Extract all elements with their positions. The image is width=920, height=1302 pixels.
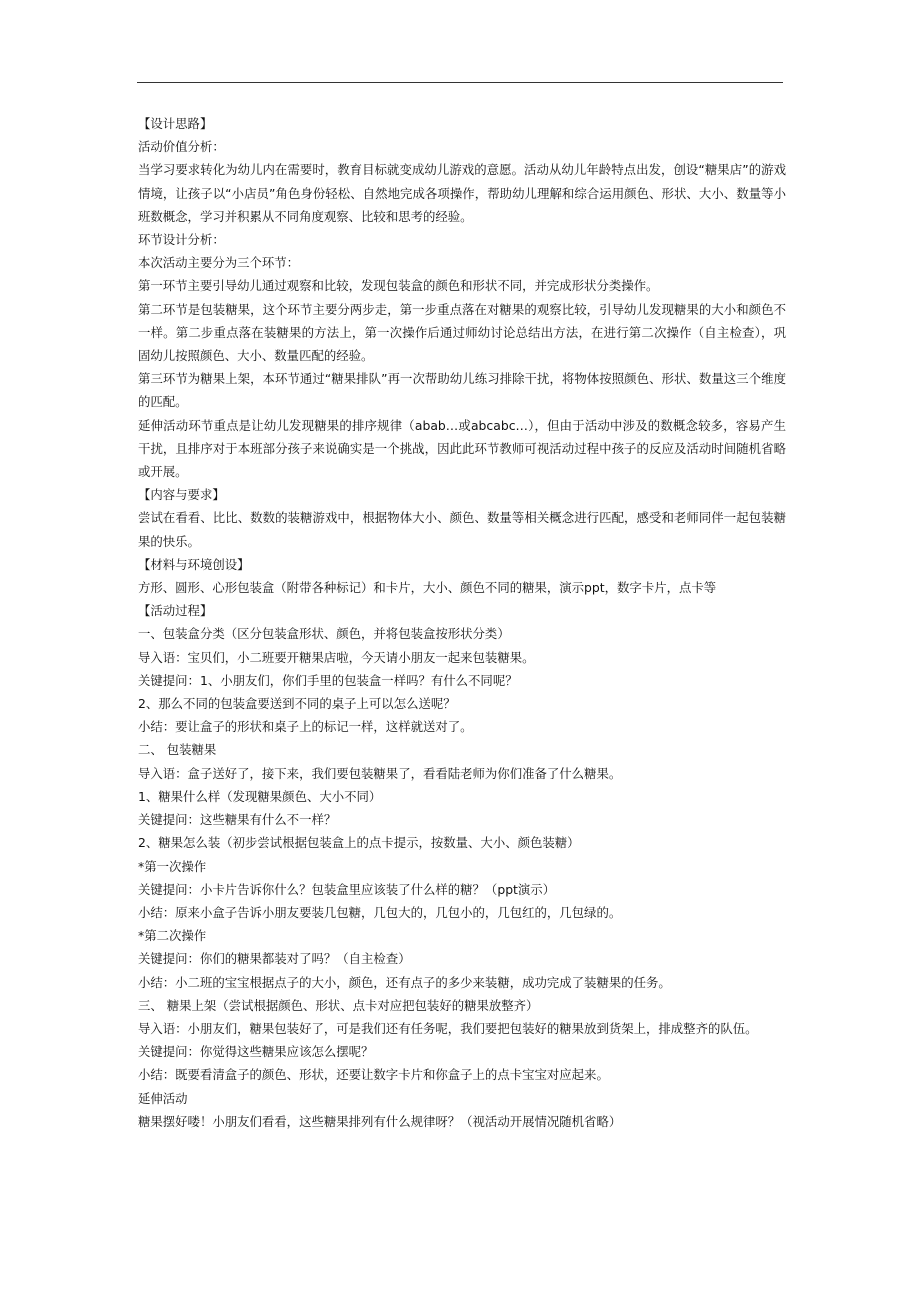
paragraph: 延伸活动	[138, 1090, 188, 1106]
paragraph: 关键提问：这些糖果有什么不一样？	[138, 812, 337, 828]
paragraph: 关键提问：小卡片告诉你什么？包装盒里应该装了什么样的糖？（ppt演示）	[138, 881, 556, 897]
paragraph: 导入语：小朋友们，糖果包装好了，可是我们还有任务呢，我们要把包装好的糖果放到货架上，排成整齐的队伍。	[138, 1020, 758, 1036]
section-heading-process: 【活动过程】	[138, 603, 213, 619]
paragraph: 第三环节为糖果上架，本环节通过“糖果排队”再一次帮助幼儿练习排除干扰，将物体按照颜色、形状、数量这三个维度的匹配。	[138, 371, 786, 410]
paragraph: *第二次操作	[138, 928, 207, 944]
paragraph: 三、 糖果上架（尝试根据颜色、形状、点卡对应把包装好的糖果放整齐）	[138, 997, 539, 1013]
paragraph: 小结：要让盒子的形状和桌子上的标记一样，这样就送对了。	[138, 719, 473, 735]
paragraph: 二、 包装糖果	[138, 742, 217, 758]
header-rule	[137, 82, 783, 83]
paragraph: 小结：小二班的宝宝根据点子的大小，颜色，还有点子的多少来装糖，成功完成了装糖果的任务。	[138, 974, 671, 990]
paragraph: 延伸活动环节重点是让幼儿发现糖果的排序规律（abab…或abcabc…），但由于活动中涉及的数概念较多，容易产生干扰，且排序对于本班部分孩子来说确实是一个挑战，因此此环节教师可视活动过程中孩子的反应及活动时间随机省略或开展。	[138, 417, 786, 480]
paragraph: 尝试在看看、比比、数数的装糖游戏中，根据物体大小、颜色、数量等相关概念进行匹配，感受和老师同伴一起包装糖果的快乐。	[138, 510, 786, 549]
paragraph: *第一次操作	[138, 858, 207, 874]
paragraph: 导入语：宝贝们，小二班要开糖果店啦，今天请小朋友一起来包装糖果。	[138, 649, 535, 665]
paragraph: 当学习要求转化为幼儿内在需要时，教育目标就变成幼儿游戏的意愿。活动从幼儿年龄特点出发，创设“糖果店”的游戏情境，让孩子以“小店员”角色身份轻松、自然地完成各项操作，帮助幼儿理解和综合运用颜色、形状、大小、数量等小班数概念，学习并积累从不同角度观察、比较和思考的经验。	[138, 162, 786, 224]
document-body	[138, 112, 786, 1133]
section-heading-materials: 【材料与环境创设】	[138, 556, 250, 572]
paragraph: 糖果摆好喽！小朋友们看看，这些糖果排列有什么规律呀？（视活动开展情况随机省略）	[138, 1113, 622, 1129]
paragraph: 2、那么不同的包装盒要送到不同的桌子上可以怎么送呢？	[138, 696, 456, 712]
subheading-value-analysis: 活动价值分析：	[138, 139, 225, 155]
paragraph: 导入语：盒子送好了，接下来，我们要包装糖果了，看看陆老师为你们准备了什么糖果。	[138, 765, 622, 781]
section-heading-content: 【内容与要求】	[138, 487, 225, 503]
paragraph: 1、糖果什么样（发现糖果颜色、大小不同）	[138, 788, 382, 804]
paragraph: 关键提问：你觉得这些糖果应该怎么摆呢？	[138, 1044, 374, 1060]
paragraph: 关键提问：你们的糖果都装对了吗？（自主检查）	[138, 951, 411, 967]
paragraph: 方形、圆形、心形包装盒（附带各种标记）和卡片，大小、颜色不同的糖果，演示ppt，数字卡片，点卡等	[138, 580, 717, 596]
paragraph: 2、糖果怎么装（初步尝试根据包装盒上的点卡提示，按数量、大小、颜色装糖）	[138, 835, 580, 851]
paragraph: 第二环节是包装糖果，这个环节主要分两步走，第一步重点落在对糖果的观察比较，引导幼儿发现糖果的大小和颜色不一样。第二步重点落在装糖果的方法上，第一次操作后通过师幼讨论总结出方法，在进行第二次操作（自主检查），巩固幼儿按照颜色、大小、数量匹配的经验。	[138, 301, 786, 364]
section-heading-design: 【设计思路】	[138, 116, 213, 131]
paragraph: 小结：原来小盒子告诉小朋友要装几包糖，几包大的，几包小的，几包红的，几包绿的。	[138, 904, 622, 920]
paragraph: 关键提问：1、小朋友们，你们手里的包装盒一样吗？有什么不同呢？	[138, 672, 518, 688]
paragraph: 小结：既要看清盒子的颜色、形状，还要让数字卡片和你盒子上的点卡宝宝对应起来。	[138, 1067, 609, 1083]
paragraph: 本次活动主要分为三个环节：	[138, 255, 300, 271]
paragraph: 第一环节主要引导幼儿通过观察和比较，发现包装盒的颜色和形状不同，并完成形状分类操作。	[138, 278, 659, 294]
subheading-stage-analysis: 环节设计分析：	[138, 232, 225, 248]
paragraph: 一、包装盒分类（区分包装盒形状、颜色，并将包装盒按形状分类）	[138, 626, 510, 642]
